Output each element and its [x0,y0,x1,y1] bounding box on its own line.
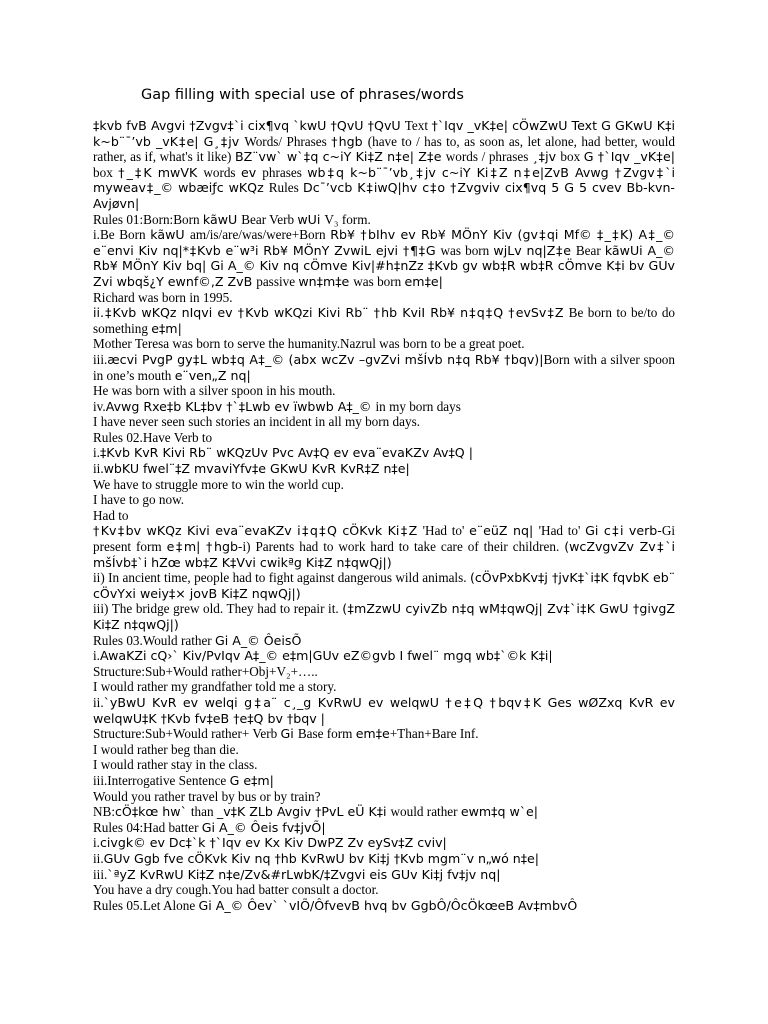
english-text-run: I would rather stay in the class. [93,757,258,773]
bijoy-text-run: †`Iqv _vK‡e| cÖwZwU [431,118,572,133]
english-text-run: (have to / has to, as soon as, let alone, had better, would rather, as if, what's it like) [93,133,675,165]
english-text-run: Rules 04:Had batter [93,819,202,835]
bijoy-text-run: Gi A_© Ôev` `vIÕ/ÔfvevB hvq bv GgbÔ/ÔcÖkœeB Av‡mbvÔ [198,897,578,913]
english-text-run: iii.Interrogative Sentence [93,772,230,788]
paragraph [93,227,675,289]
english-text-run: iv. [93,398,106,414]
english-text-run: i.Be Born [93,227,151,243]
paragraph [93,695,675,726]
english-text-run: I would rather beg than die. [93,741,239,757]
bijoy-text-run: kãwU [202,211,242,227]
paragraph [93,399,675,415]
paragraph [93,445,675,461]
bijoy-text-run: Rb¥ †bIhv ev Rb¥ MÖnY Kiv (gv‡qi Mf© ‡_‡K) A‡_© e¨envi Kiv nq|*‡Kvb e¨w³i Rb¥ MÖnY ZvwiL ejvi †¶‡G [93,227,675,258]
paragraph [93,726,675,742]
english-text-run: 'Had to' [538,523,586,539]
bijoy-text-run: wUi [297,211,325,227]
english-text-run: was born [440,242,494,258]
bijoy-text-run: wb‡q k~b¨¯’vb¸‡jv c~iY Ki‡Z n‡e|ZvB Avwg †Zvgv‡`i myweav‡_© wbæiƒc wKQz [93,164,675,196]
paragraph [93,118,675,212]
paragraph [93,835,675,851]
english-text-run: NB: [93,804,115,820]
english-text-run: ii. [93,694,104,710]
english-text-run: I would rather my grandfather told me a story. [93,679,337,695]
bijoy-text-run: (‡mZzwU cyivZb n‡q wM‡qwQj| Zv‡`i‡K GwU †givgZ Ki‡Z n‡qwQj|) [93,601,675,632]
english-text-run: Structure:Sub+Would rather+Obj+V₂+….. [93,663,318,679]
paragraph [93,305,675,336]
bijoy-text-run: ‡Kvb KvR Kivi Rb¨ wKQzUv Pvc Av‡Q ev eva¨evaKZv Av‡Q | [99,445,473,461]
english-text-run: Rules 01:Born:Born [93,211,203,227]
bijoy-text-run: Avwg Rxe‡b KL‡bv †`‡Lwb ev ïwbwb A‡_© [105,398,376,414]
english-text-run: Words/ Phrases [244,133,332,149]
english-text-run: phrases [262,164,308,180]
english-text-run: am/is/are/was/were+Born [189,227,331,243]
english-text-run: ii) In ancient time, people had to fight against dangerous wild animals. [93,570,470,586]
bijoy-text-run: æcvi PvgP gy‡L wb‡q A‡_© (abx wcZv –gvZvi mšÍvb n‡q Rb¥ †bqv)| [107,351,544,367]
bijoy-text-run: em‡e [355,726,390,742]
english-text-run: Be born to be/to do something [93,305,676,336]
bijoy-text-run: wbKU fwel¨‡Z mvaviYfv‡e GKwU KvR KvR‡Z n‡e| [103,461,410,477]
paragraph [93,820,675,836]
paragraph [93,383,675,399]
bijoy-text-run: Gi A_© ÔeisÕ [215,632,302,648]
english-text-run: Rules 02.Have Verb to [93,429,213,445]
english-text-run: iii. [93,351,108,367]
paragraph [93,212,675,228]
paragraph [93,508,675,524]
english-text-run: He was born with a silver spoon in his mouth. [93,383,336,399]
bijoy-text-run: Gi [280,726,298,742]
bijoy-text-run: AwaKZi cQ›` Kiv/PvIqv A‡_© e‡m|GUv eZ©gvb I fwel¨ mgq wb‡`©k K‡i| [99,648,553,664]
english-text-run: would rather [390,804,461,820]
bijoy-text-run: Gi A_© Ôeis fv‡jvÕ| [201,819,326,835]
english-text-run: I have never seen such stories an incident in all my born days. [93,414,421,430]
paragraph [93,882,675,898]
paragraph [93,336,675,352]
english-text-run: 'Had to' [422,523,470,539]
bijoy-text-run: Text G GKwU K‡i k~b¨¯’vb _vK‡e| G¸‡jv [93,118,676,149]
bijoy-text-run: †_‡K mwVK [118,164,204,180]
paragraph [93,773,675,789]
paragraph [93,648,675,664]
english-text-run: Structure:Sub+Would rather+ Verb [93,726,281,742]
paragraph [93,867,675,883]
bijoy-text-run: †Kv‡bv wKQz Kivi eva¨evaKZv i‡q‡Q cÖKvk Ki‡Z [93,523,423,539]
bijoy-text-run: ii.‡Kvb wKQz nIqvi ev †Kvb wKQzi Kivi Rb¨ †hb KviI Rb¥ n‡q‡Q †evSv‡Z [93,305,569,321]
english-text-run: I have to go now. [93,492,185,508]
bijoy-text-run: `yBwU KvR ev welqi g‡a¨ c¸_g KvRwU ev welqwU †e‡Q †bqv‡K Ges wØZxq KvR ev welqwU‡K †Kvb fv‡eB †e‡Q bv †bqv | [93,694,675,726]
paragraph [93,290,675,306]
english-text-run: Born with a silver spoon in one’s mouth [93,351,675,383]
english-text-run: i. [93,445,100,461]
bijoy-text-run: cÖ‡kœ hw` [114,804,191,820]
bijoy-text-run: civgk© ev Dc‡`k †`Iqv ev Kx Kiv DwPZ Zv eySv‡Z cviv| [99,835,447,851]
paragraph [93,664,675,680]
english-text-run: +Than+Bare Inf. [389,726,479,742]
english-text-run: i. [93,648,100,664]
document-body [93,118,675,913]
english-text-run: was born [353,273,405,289]
bijoy-text-run: Gi c‡i verb- [585,523,662,539]
english-text-run: Rules 05.Let Alone [93,897,199,913]
bijoy-text-run: `ªyZ KvRwU Ki‡Z n‡e/Zv&#rLwbK/‡Zvgvi eis GUv Ki‡j fv‡jv nq| [107,866,501,882]
bijoy-text-run: (wcZvgvZv Zv‡`i mšÍvb‡`i hZœ wb‡Z K‡Vvi cwikªg Ki‡Z n‡qwQj|) [93,539,676,570]
english-text-run: ii. [93,850,104,866]
bijoy-text-run: G e‡m| [229,772,274,788]
bijoy-text-run: e‡m| [151,320,182,336]
english-text-run: in my born days [375,398,461,414]
bijoy-text-run: kãwUi A_© Rb¥ MÖnY Kiv bq| Gi A_© Kiv nq cÖmve Kiv|#h‡nZz ‡Kvb gv wb‡R wb‡R cÖmve K‡i bv GUv Zvi wbqš¿Y ewnf©,Z ZvB [93,242,675,289]
paragraph [93,461,675,477]
paragraph [93,523,675,570]
english-text-run: i. [93,835,100,851]
paragraph [93,492,675,508]
english-text-run: Would you rather travel by bus or by train? [93,788,321,804]
paragraph [93,570,675,601]
english-text-run: words [203,164,241,180]
english-text-run: V₃ form. [324,211,371,227]
english-text-run: Richard was born in 1995. [93,289,233,305]
paragraph [93,804,675,820]
english-text-run: iii) The bridge grew old. They had to repair it. [93,601,343,617]
english-text-run: You have a dry cough.You had batter consult a doctor. [93,882,379,898]
bijoy-text-run: BZ¨vw` w`‡q c~iY Ki‡Z n‡e| Z‡e [234,149,446,165]
english-text-run: Mother Teresa was born to serve the humanity.Nazrul was born to be a great poet. [93,336,525,352]
bijoy-text-run: (cÖvPxbKv‡j †jvK‡`i‡K fqvbK eb¨ cÖvYxi weiy‡× jovB Ki‡Z nqwQj|) [93,570,676,601]
bijoy-text-run: e¨eüZ nq| [469,523,539,539]
paragraph [93,898,675,914]
paragraph [93,477,675,493]
english-text-run: We have to struggle more to win the world cup. [93,476,344,492]
paragraph [93,601,675,632]
paragraph [93,757,675,773]
bijoy-text-run: e‡m| †hgb- [166,539,243,555]
english-text-run: than [190,804,217,820]
english-text-run: Rules [268,180,304,196]
paragraph [93,352,675,383]
english-text-run: Base form [297,726,356,742]
english-text-run: box [560,149,584,165]
english-text-run: Text [404,118,432,133]
paragraph [93,679,675,695]
bijoy-text-run: wjLv nq|Z‡e [493,242,576,258]
english-text-run: Bear Verb [241,211,298,227]
bijoy-text-run: wn‡m‡e [298,273,354,289]
bijoy-text-run: _v‡K ZLb Avgiv †PvL eÜ K‡i [216,804,391,820]
paragraph [93,633,675,649]
bijoy-text-run: em‡e| [404,273,443,289]
bijoy-text-run: †hgb [331,133,368,149]
paragraph [93,789,675,805]
bijoy-text-run: ¸‡jv [531,149,561,165]
english-text-run: passive [256,273,299,289]
english-text-run: ii. [93,461,104,477]
bijoy-text-run: Dc¯’vcb K‡iwQ|hv c‡o †Zvgviv cix¶vq 5 G 5 cvev Bb-kvn-Avjøvn| [93,180,675,211]
bijoy-text-run: ewm‡q w`e| [460,804,539,820]
paragraph [93,742,675,758]
bijoy-text-run: ev [240,164,263,180]
page-title: Gap filling with special use of phrases/words [141,87,464,103]
english-text-run: iii. [93,866,108,882]
english-text-run: Gi present form [93,523,676,555]
bijoy-text-run: G †`Iqv _vK‡e| [583,149,676,165]
paragraph [93,414,675,430]
english-text-run: Bear [575,242,605,258]
bijoy-text-run: ‡kvb fvB Avgvi †Zvgv‡`i cix¶vq `kwU †QvU †QvU [93,118,405,133]
bijoy-text-run: GUv Ggb fve cÖKvk Kiv nq †hb KvRwU bv Ki‡j †Kvb mgm¨v n„wó n‡e| [103,850,540,866]
bijoy-text-run: e¨ven„Z nq| [174,367,251,383]
paragraph [93,430,675,446]
paragraph [93,851,675,867]
english-text-run: Rules 03.Would rather [93,632,215,648]
english-text-run: Had to [93,507,129,523]
document-page [93,86,675,913]
english-text-run: i) Parents had to work hard to take care of their children. [242,539,565,555]
english-text-run: words / phrases [445,149,532,165]
english-text-run: box [93,164,119,180]
bijoy-text-run: kãwU [150,227,190,243]
